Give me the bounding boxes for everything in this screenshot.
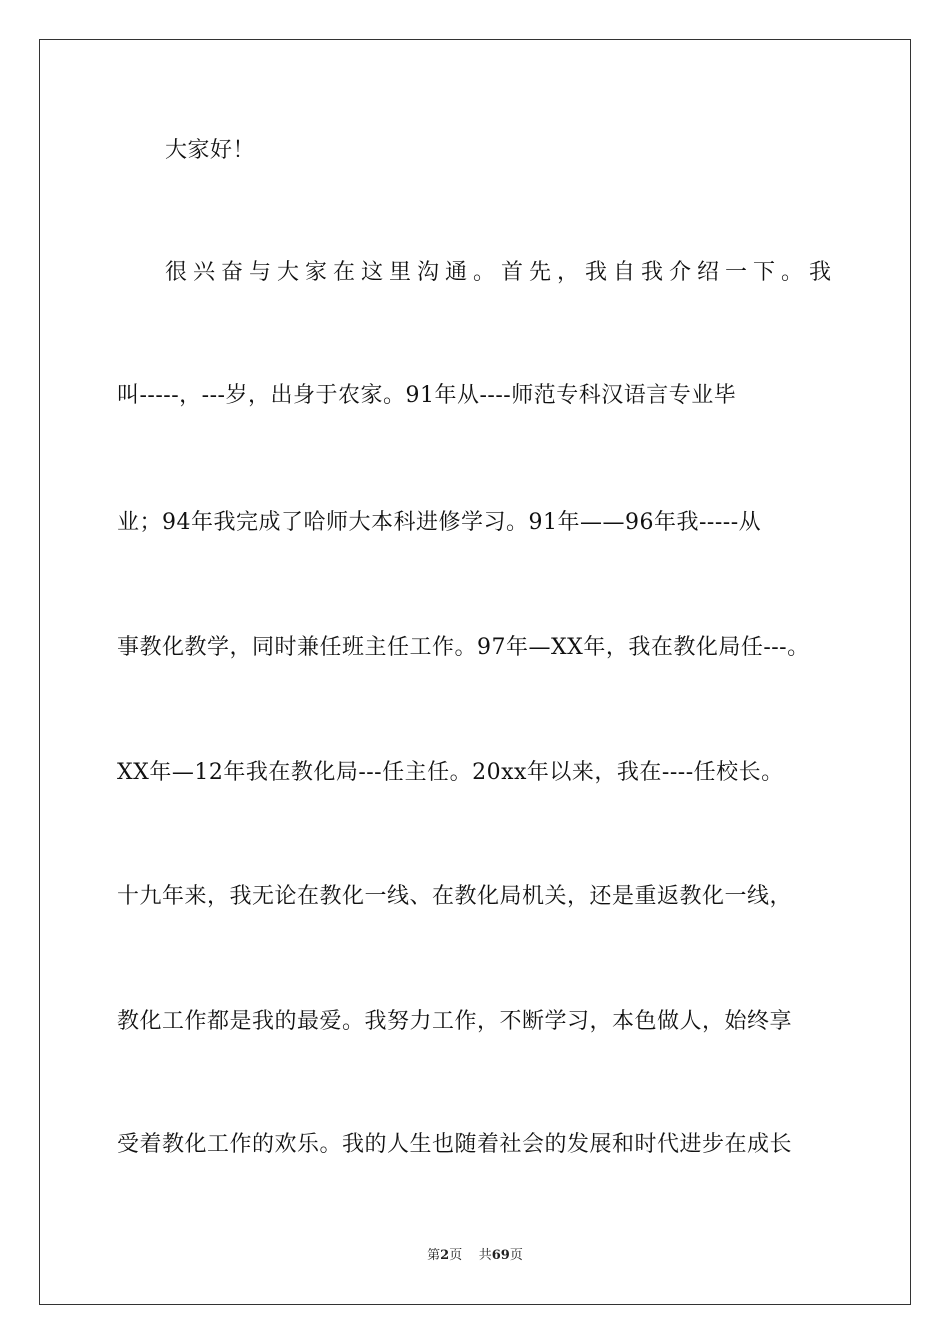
- paragraph-line-6: 十九年来，我无论在教化一线、在教化局机关，还是重返教化一线，: [117, 884, 793, 909]
- page-footer: [0, 1247, 950, 1265]
- total-prefix: 共: [478, 1248, 492, 1263]
- total-suffix: 页: [509, 1248, 523, 1263]
- greeting-text: 大家好！: [165, 138, 256, 163]
- page-prefix: 第: [427, 1248, 441, 1263]
- page-suffix: 页: [449, 1248, 463, 1263]
- total-pages: 69: [491, 1248, 510, 1263]
- paragraph-line-7: 教化工作都是我的最爱。我努力工作，不断学习，本色做人，始终享: [117, 1009, 793, 1034]
- paragraph-line-4: 事教化教学，同时兼任班主任工作。97年—XX年，我在教化局任---。: [117, 635, 810, 660]
- paragraph-line-2: 叫-----，---岁，出身于农家。91年从----师范专科汉语言专业毕: [117, 383, 737, 408]
- paragraph-line-8: 受着教化工作的欢乐。我的人生也随着社会的发展和时代进步在成长: [117, 1132, 793, 1157]
- paragraph-line-5: XX年—12年我在教化局---任主任。20xx年以来，我在----任校长。: [117, 760, 784, 785]
- page-number: 2: [440, 1248, 450, 1263]
- paragraph-line-3: 业；94年我完成了哈师大本科进修学习。91年——96年我-----从: [117, 510, 762, 535]
- page-border: [39, 39, 911, 1305]
- paragraph-line-1: 很兴奋与大家在这里沟通。首先，我自我介绍一下。我: [165, 260, 838, 285]
